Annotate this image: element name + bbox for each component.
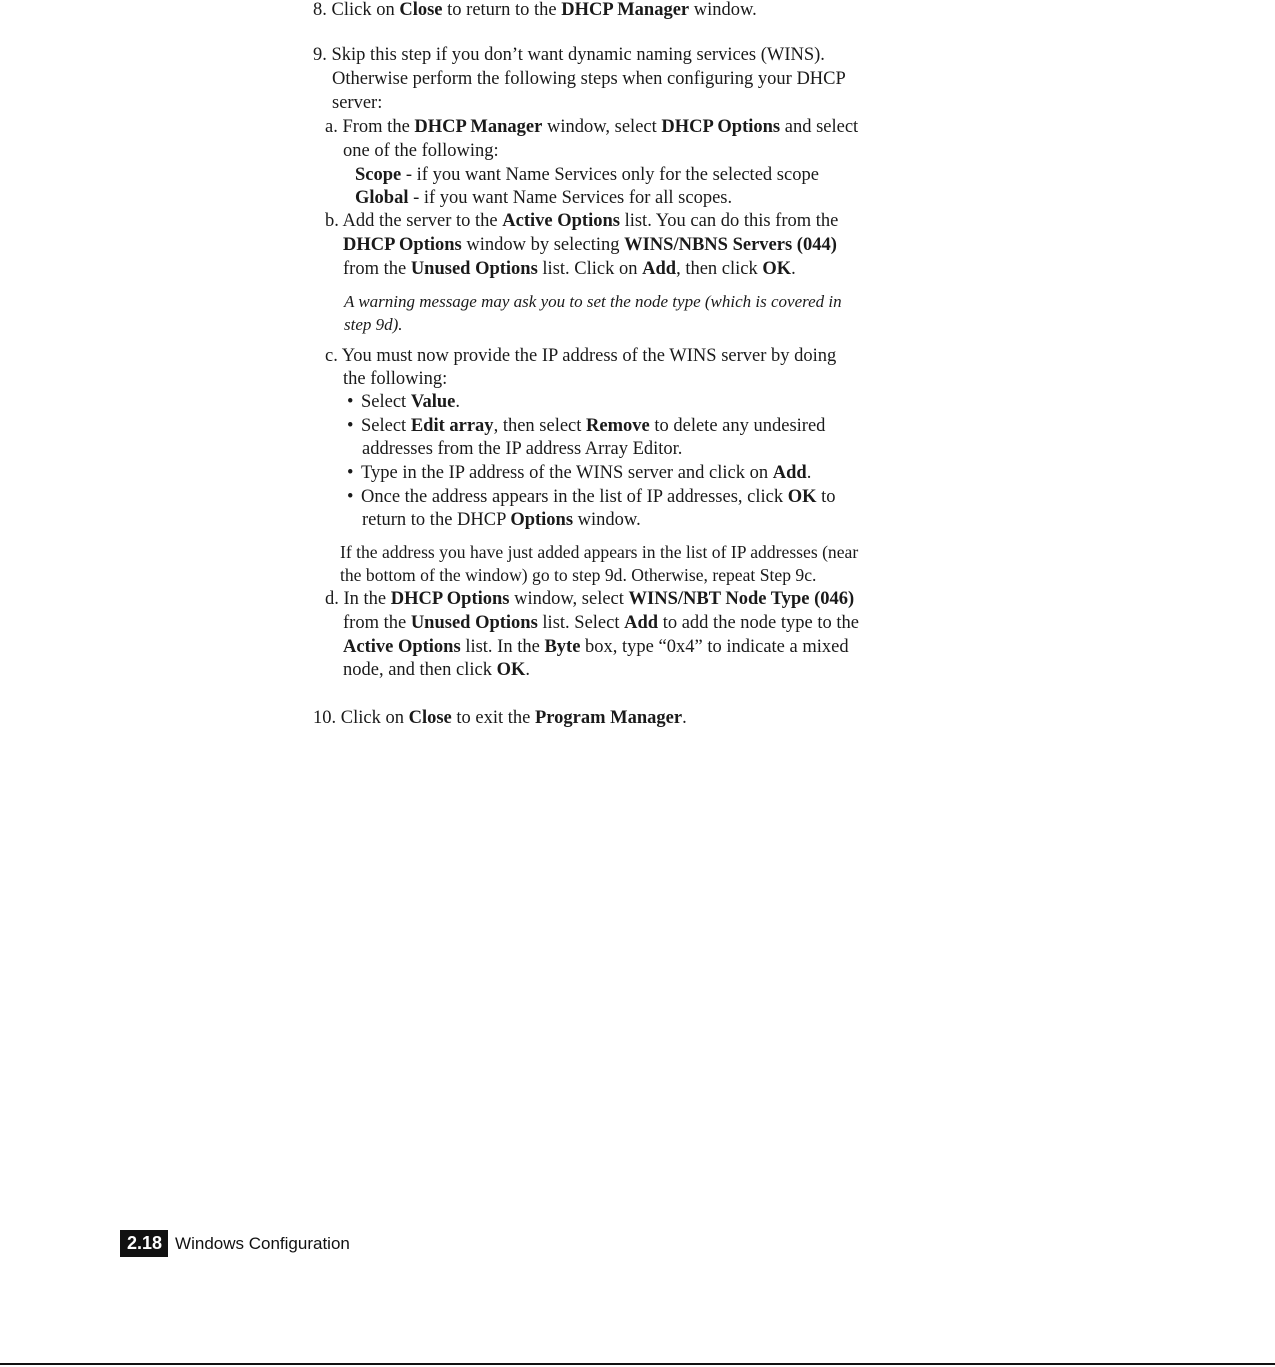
section-title: Windows Configuration — [175, 1233, 350, 1253]
bullet-edit-array-cont: addresses from the IP address Array Editor. — [362, 439, 683, 459]
warning-note-line-1: A warning message may ask you to set the node type (which is covered in — [344, 292, 842, 311]
substep-c-line-1: c. You must now provide the IP address of the WINS server by doing — [325, 346, 837, 366]
bullet-click-ok: • Once the address appears in the list of IP addresses, click OK to — [347, 487, 836, 507]
page-number-badge: 2.18 — [120, 1230, 168, 1257]
step-text: Click on Close to return to the DHCP Manager window. — [331, 0, 757, 20]
substep-a-line-2: one of the following: — [343, 141, 499, 161]
step-number: 8. — [313, 0, 327, 20]
step-9-line-3: server: — [332, 93, 383, 113]
bullet-icon: • — [347, 463, 354, 483]
bullet-select-value: • Select Value. — [347, 392, 461, 412]
repeat-note-line-1: If the address you have just added appears in the list of IP addresses (near — [340, 542, 859, 562]
substep-b-line-1: b. Add the server to the Active Options list. You can do this from the — [325, 211, 839, 231]
substep-letter: c. — [325, 346, 338, 366]
substep-d-line-1: d. In the DHCP Options window, select WINS/NBT Node Type (046) — [325, 589, 855, 609]
bullet-edit-array: • Select Edit array, then select Remove to delete any undesired — [347, 416, 826, 436]
bullet-icon: • — [347, 487, 354, 507]
bullet-click-ok-cont: return to the DHCP Options window. — [362, 510, 641, 530]
substep-letter: b. — [325, 211, 339, 231]
option-scope: Scope - if you want Name Services only for the selected scope — [355, 165, 819, 185]
bullet-icon: • — [347, 392, 354, 412]
step-9-line-1 — [313, 43, 825, 67]
page-footer — [120, 1230, 350, 1257]
substep-d-line-2: from the Unused Options list. Select Add to add the node type to the — [343, 613, 859, 633]
option-global: Global - if you want Name Services for all scopes. — [355, 188, 733, 208]
bullet-icon: • — [347, 416, 354, 436]
substep-d-line-4: node, and then click OK. — [343, 660, 531, 680]
step-number: 9. — [313, 45, 327, 65]
substep-letter: d. — [325, 589, 339, 609]
repeat-note-line-2: the bottom of the window) go to step 9d. Otherwise, repeat Step 9c. — [340, 565, 817, 585]
bottom-divider — [0, 1363, 1275, 1365]
bullet-type-ip: • Type in the IP address of the WINS server and click on Add. — [347, 463, 812, 483]
substep-a-line-1: a. From the DHCP Manager window, select DHCP Options and select — [325, 117, 859, 137]
step-8 — [313, 0, 757, 22]
substep-c-line-2: the following: — [343, 369, 448, 389]
step-9-line-2: Otherwise perform the following steps when configuring your DHCP — [332, 69, 846, 89]
substep-d-line-3: Active Options list. In the Byte box, type “0x4” to indicate a mixed — [343, 637, 849, 657]
substep-b-line-2: DHCP Options window by selecting WINS/NBNS Servers (044) — [343, 235, 837, 255]
warning-note-line-2: step 9d). — [344, 315, 403, 334]
step-text: Click on Close to exit the Program Manager. — [340, 708, 687, 728]
substep-letter: a. — [325, 117, 338, 137]
step-text: Skip this step if you don’t want dynamic naming services (WINS). — [331, 45, 825, 65]
step-10 — [313, 706, 687, 730]
step-number: 10. — [313, 708, 337, 728]
substep-b-line-3: from the Unused Options list. Click on Add, then click OK. — [343, 259, 796, 279]
